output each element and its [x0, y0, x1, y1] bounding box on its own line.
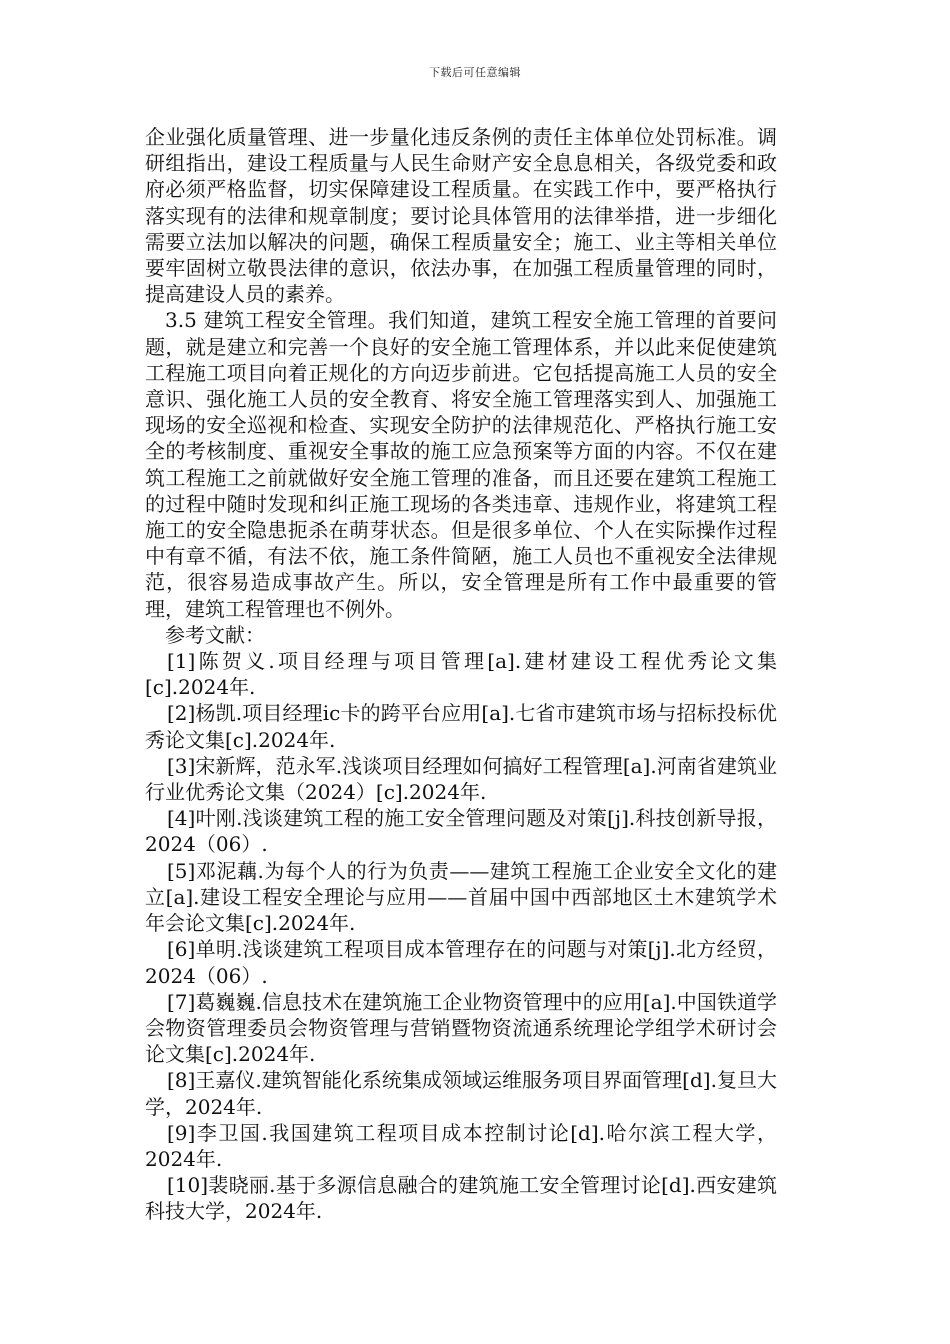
reference-item: [6]单明.浅谈建筑工程项目成本管理存在的问题与对策[j].北方经贸，2024（06）. — [145, 937, 777, 988]
reference-item: [7]葛巍巍.信息技术在建筑施工企业物资管理中的应用[a].中国铁道学会物资管理委员会物资管理与营销暨物资流通系统理论学组学术研讨会论文集[c].2024年. — [145, 989, 777, 1067]
page-header: 下载后可任意编辑 — [429, 66, 521, 79]
reference-item: [3]宋新辉，范永军.浅谈项目经理如何搞好工程管理[a].河南省建筑业行业优秀论文集（2024）[c].2024年. — [145, 753, 777, 805]
references-heading: 参考文献： — [165, 622, 265, 647]
reference-list — [145, 648, 777, 1224]
reference-item: [8]王嘉仪.建筑智能化系统集成领域运维服务项目界面管理[d].复旦大学，2024年. — [145, 1068, 777, 1119]
reference-item: [4]叶刚.浅谈建筑工程的施工安全管理问题及对策[j].科技创新导报，2024（06）. — [145, 806, 777, 857]
reference-item: [2]杨凯.项目经理ic卡的跨平台应用[a].七省市建筑市场与招标投标优秀论文集[c].2024年. — [145, 701, 777, 752]
section-paragraph: 3.5 建筑工程安全管理。我们知道，建筑工程安全施工管理的首要问题，就是建立和完善一个良好的安全施工管理体系，并以此来促使建筑工程施工项目向着正规化的方向迈步前进。它包括提高施工人员的安全意识、强化施工人员的安全教育、将安全施工管理落实到人、加强施工现场的安全巡视和检查、实现安全防护的法律规范化、严格执行施工安全的考核制度、重视安全事故的施工应急预案等方面的内容。不仅在建筑工程施工之前就做好安全施工管理的准备，而且还要在建筑工程施工的过程中随时发现和纠正施工现场的各类违章、违规作业，将建筑工程施工的安全隐患扼杀在萌芽状态。但是很多单位、个人在实际操作过程中有章不循，有法不依，施工条件简陋，施工人员也不重视安全法律规范，很容易造成事故产生。所以，安全管理是所有工作中最重要的管理，建筑工程管理也不例外。 — [145, 308, 777, 621]
reference-item: [10]裴晓丽.基于多源信息融合的建筑施工安全管理讨论[d].西安建筑科技大学，2024年. — [145, 1173, 777, 1224]
document-body — [145, 124, 777, 1225]
reference-item: [5]邓泥藕.为每个人的行为负责——建筑工程施工企业安全文化的建立[a].建设工程安全理论与应用——首届中国中西部地区土木建筑学术年会论文集[c].2024年. — [145, 858, 777, 936]
reference-item: [9]李卫国.我国建筑工程项目成本控制讨论[d].哈尔滨工程大学，2024年. — [145, 1120, 777, 1171]
body-paragraph: 企业强化质量管理、进一步量化违反条例的责任主体单位处罚标准。调研组指出，建设工程质量与人民生命财产安全息息相关，各级党委和政府必须严格监督，切实保障建设工程质量。在实践工作中，要严格执行落实现有的法律和规章制度；要讨论具体管用的法律举措，进一步细化需要立法加以解决的问题，确保工程质量安全；施工、业主等相关单位要牢固树立敬畏法律的意识，依法办事，在加强工程质量管理的同时，提高建设人员的素养。 — [145, 125, 777, 307]
reference-item: [1]陈贺义.项目经理与项目管理[a].建材建设工程优秀论文集[c].2024年. — [145, 649, 777, 700]
